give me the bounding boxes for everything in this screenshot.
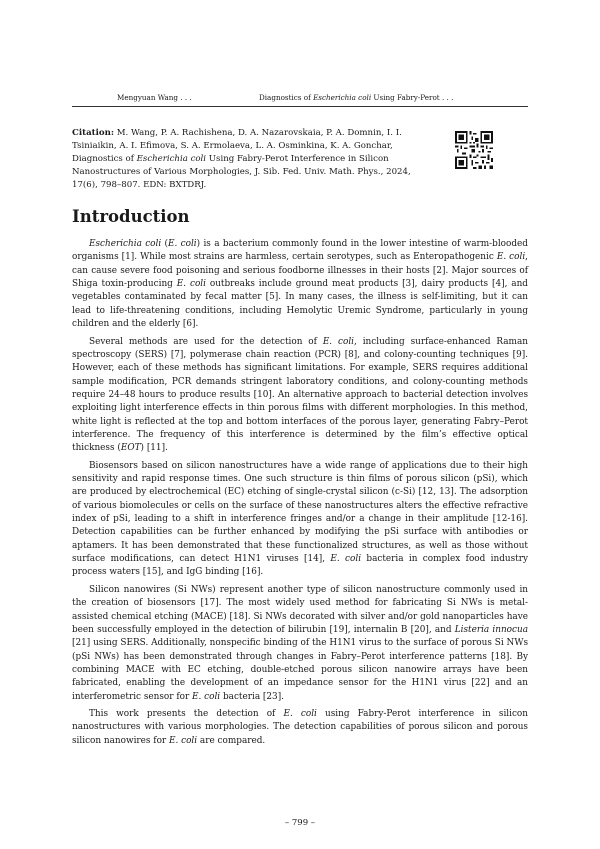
- body-paragraph: This work presents the detection of E. coli using Fabry-Perot interference in silicon nanostructures with various morphologies. The detection capabilities of porous silicon and porous silicon nanowires for E. coli are compared.: [72, 709, 528, 746]
- header-rule: [72, 106, 528, 107]
- citation-block: Citation: M. Wang, P. A. Rachishena, D. A. Nazarovskaia, P. A. Domnin, I. I. Tsiniaikin, A. I. Efimova, S. A. Ermolaeva, L. A. Osminkina, K. A. Gonchar, Diagnostics of Escherichia coli Using Fabry-Perot Interference in Silicon Nanostructures of Various Morphologies, J. Sib. Fed. Univ. Math. Phys., 2024, 17(6), 798–807. EDN: BXTDRJ.: [72, 128, 411, 190]
- body-text: [72, 238, 528, 752]
- citation-label: Citation:: [72, 128, 115, 138]
- page-number: – 799 –: [284, 818, 316, 828]
- body-paragraph: Several methods are used for the detection of E. coli, including surface-enhanced Raman spectroscopy (SERS) [7], polymerase chain reaction (PCR) [8], and colony-counting techniques [9]. However, each of these methods has significant limitations. For example, SERS requires additional sample modification, PCR demands stringent laboratory conditions, and colony-counting methods require 24–48 hours to produce results [10]. An alternative approach to bacterial detection involves exploiting light interference effects in thin porous films with different morphologies. In this method, white light is reflected at the top and bottom interfaces of the porous layer, generating Fabry–Perot interference. The frequency of this interference is determined by the film’s effective optical thickness (EOT) [11].: [72, 336, 528, 454]
- running-header-title: Diagnostics of Escherichia coli Using Fabry-Perot . . .: [259, 93, 454, 102]
- section-heading: Introduction: [72, 207, 190, 226]
- running-header-author: Mengyuan Wang . . .: [117, 93, 192, 102]
- qr-code: [455, 131, 493, 169]
- body-paragraph: Silicon nanowires (Si NWs) represent another type of silicon nanostructure commonly used in the creation of biosensors [17]. The most widely used method for fabricating Si NWs is metal-assisted chemical etching (MACE) [18]. Si NWs decorated with silver and/or gold nanoparticles have been successfully employed in the detection of bilirubin [19], internalin B [20], and Listeria innocua [21] using SERS. Additionally, nonspecific binding of the H1N1 virus to the surface of porous Si NWs (pSi NWs) has been demonstrated through changes in Fabry–Perot interference patterns [18]. By combining MACE with EC etching, double-etched porous silicon nanowire arrays have been fabricated, enabling the development of an impedance sensor for the H1N1 virus [22] and an interferometric sensor for E. coli bacteria [23].: [72, 584, 528, 702]
- body-paragraph: Biosensors based on silicon nanostructures have a wide range of applications due to their high sensitivity and rapid response times. One such structure is thin films of porous silicon (pSi), which are produced by electrochemical (EC) etching of single-crystal silicon (c-Si) [12, 13]. The adsorption of various biomolecules or cells on the surface of these nanostructures alters the effective refractive index of pSi, leading to a shift in interference fringes and/or a change in their amplitude [12-16]. Detection capabilities can be further enhanced by modifying the pSi surface with antibodies or aptamers. It has been demonstrated that these functionalized structures, as well as those without surface modifications, can detect H1N1 viruses [14], E. coli bacteria in complex food industry process waters [15], and IgG binding [16].: [72, 460, 529, 578]
- body-paragraph: Escherichia coli (E. coli) is a bacterium commonly found in the lower intestine of warm-blooded organisms [1]. While most strains are harmless, certain serotypes, such as Enteropathogenic E. coli, can cause severe food poisoning and serious foodborne illnesses in their hosts [2]. Major sources of Shiga toxin-producing E. coli outbreaks include ground meat products [3], dairy products [4], and vegetables contaminated by fecal matter [5]. In many cases, the illness is self-limiting, but it can lead to life-threatening conditions, including Hemolytic Uremic Syndrome, particularly in young children and the elderly [6].: [72, 239, 528, 330]
